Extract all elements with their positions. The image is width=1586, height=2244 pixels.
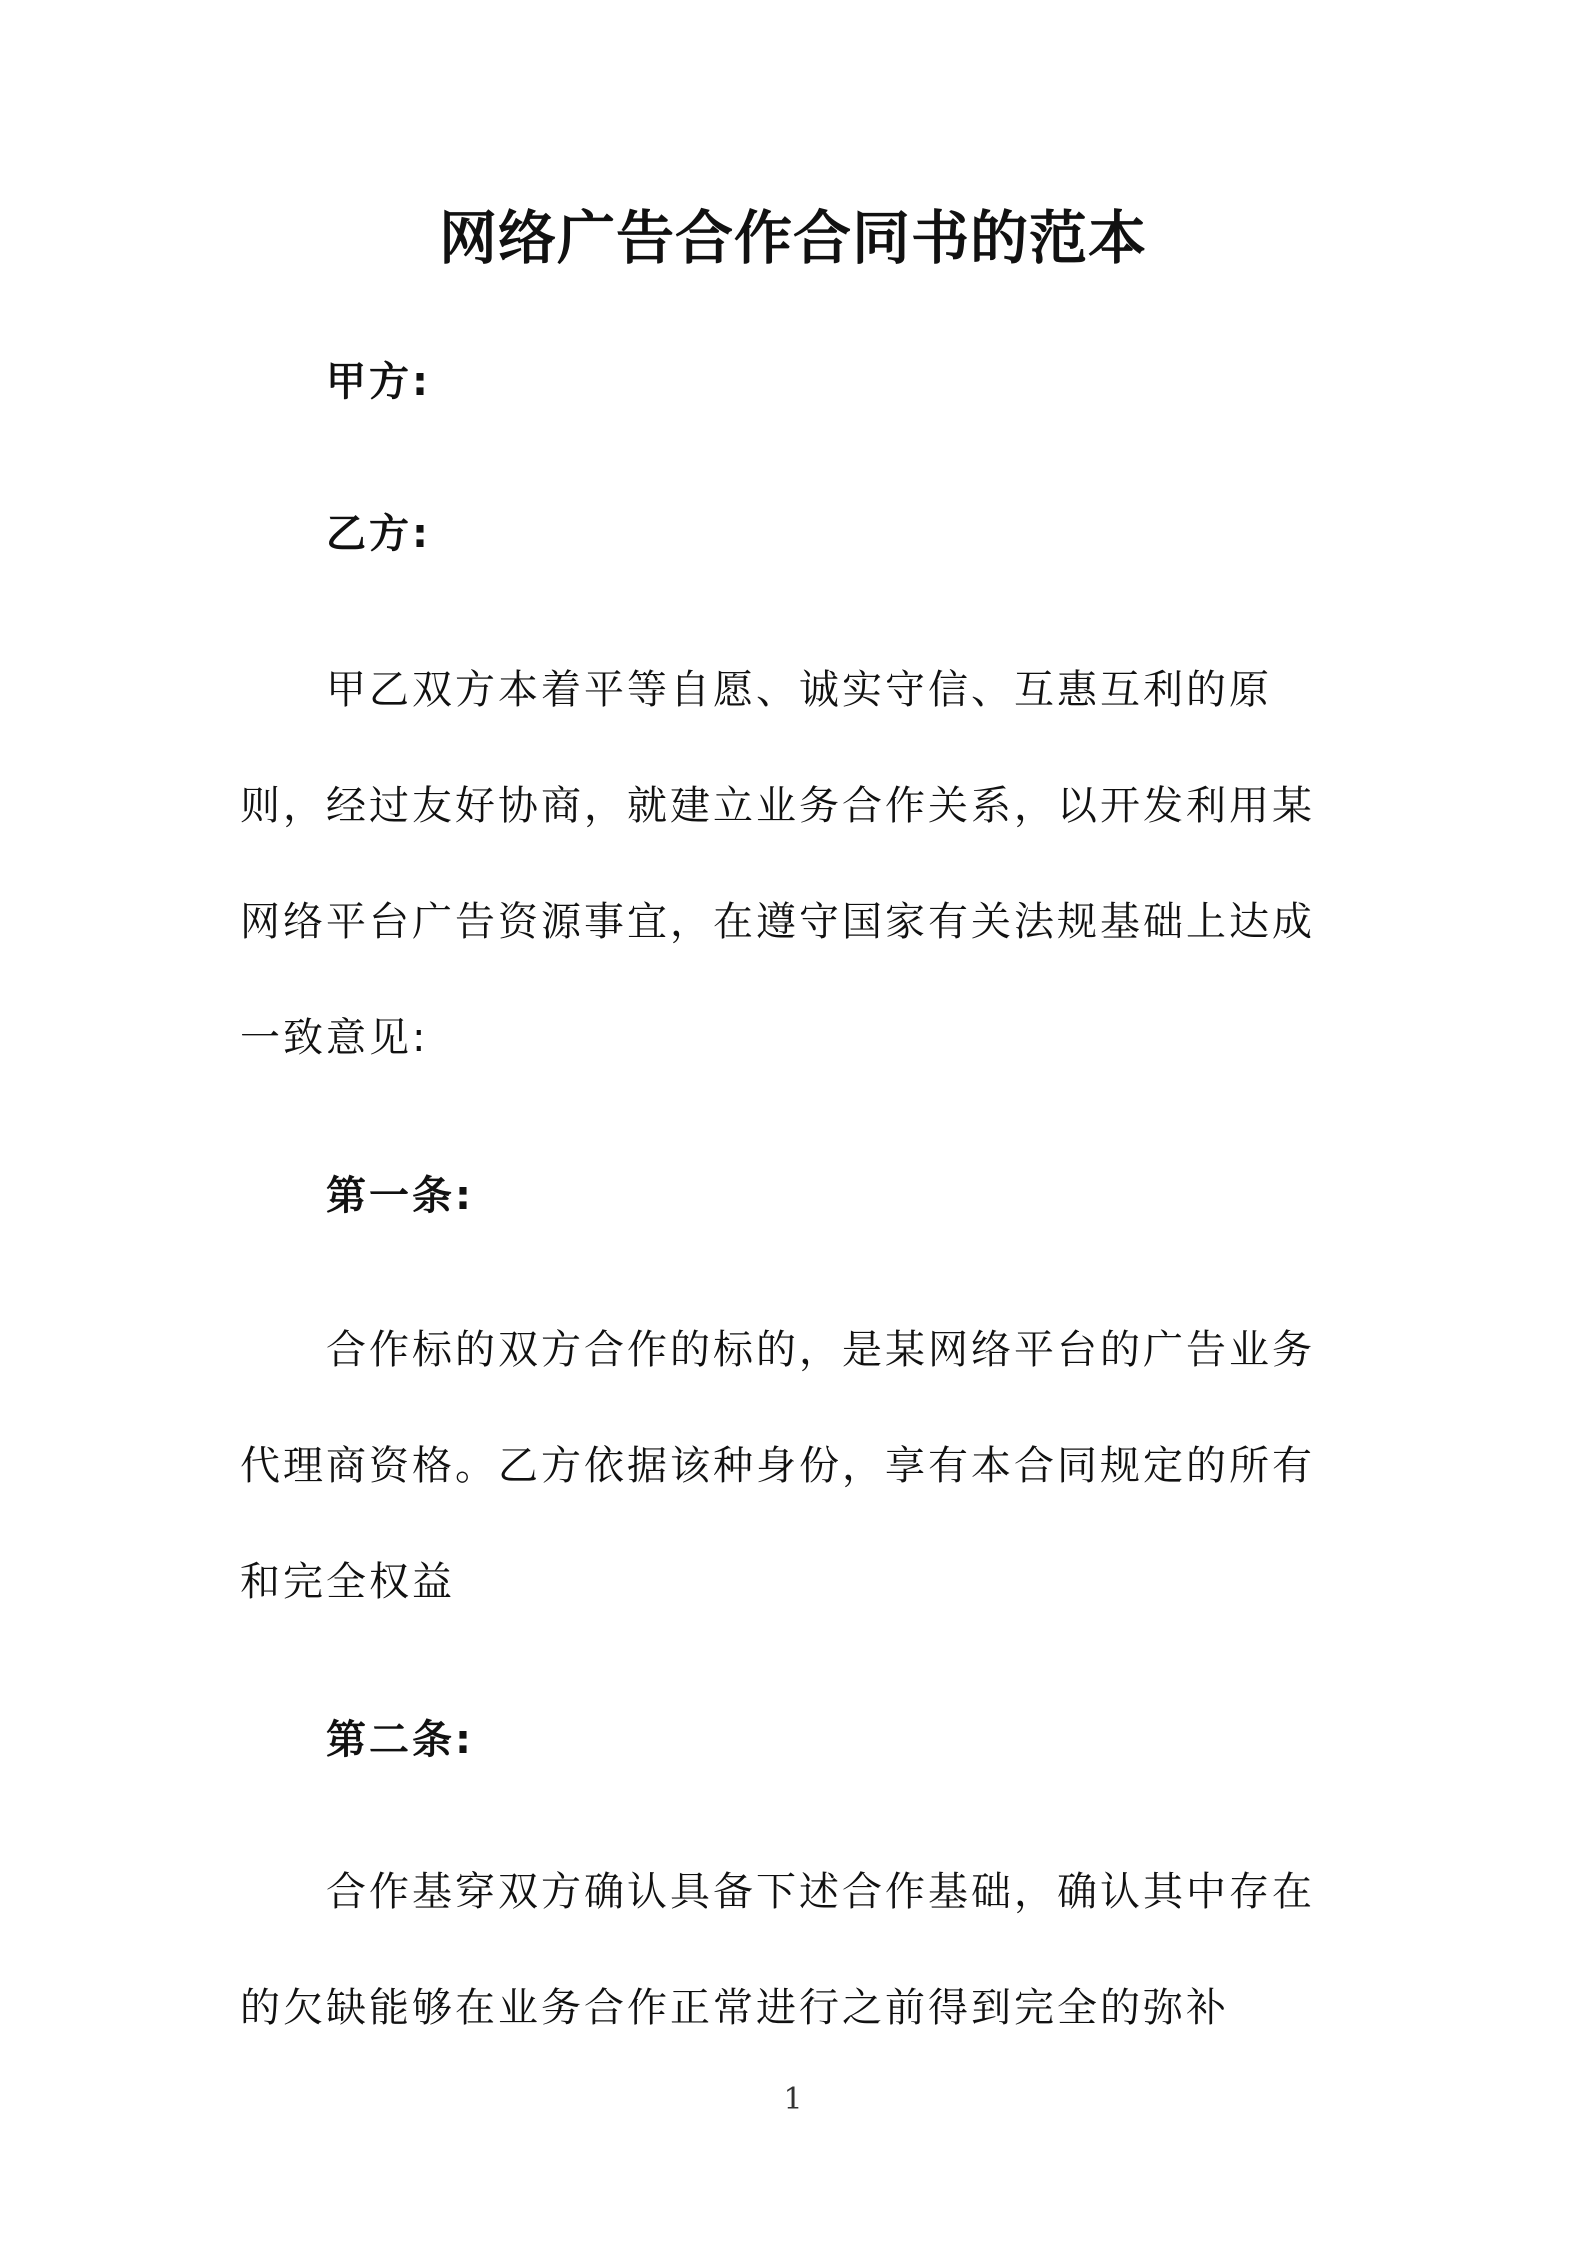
article-1-line-1: 合作标的双方合作的标的，是某网络平台的广告业务 [326, 1327, 1315, 1373]
article-1-line-2: 代理商资格。乙方依据该种身份，享有本合同规定的所有 [240, 1443, 1315, 1489]
preamble-line-4: 一致意见: [240, 1015, 429, 1061]
preamble-line-2: 则，经过友好协商，就建立业务合作关系，以开发利用某 [240, 783, 1315, 829]
article-1-line-3: 和完全权益 [240, 1559, 455, 1605]
document-title: 网络广告合作合同书的范本 [438, 204, 1147, 272]
article-1-heading: 第一条: [326, 1173, 474, 1219]
preamble-line-1: 甲乙双方本着平等自愿、诚实守信、互惠互利的原 [326, 667, 1272, 713]
article-2-line-2: 的欠缺能够在业务合作正常进行之前得到完全的弥补 [240, 1985, 1229, 2031]
party-b-label: 乙方: [326, 511, 431, 557]
article-2-line-1: 合作基穿双方确认具备下述合作基础，确认其中存在 [326, 1869, 1315, 1915]
preamble-line-3: 网络平台广告资源事宜，在遵守国家有关法规基础上达成 [240, 899, 1315, 945]
page-number: 1 [783, 2082, 803, 2117]
party-a-label: 甲方: [326, 359, 431, 405]
article-2-heading: 第二条: [326, 1717, 474, 1763]
